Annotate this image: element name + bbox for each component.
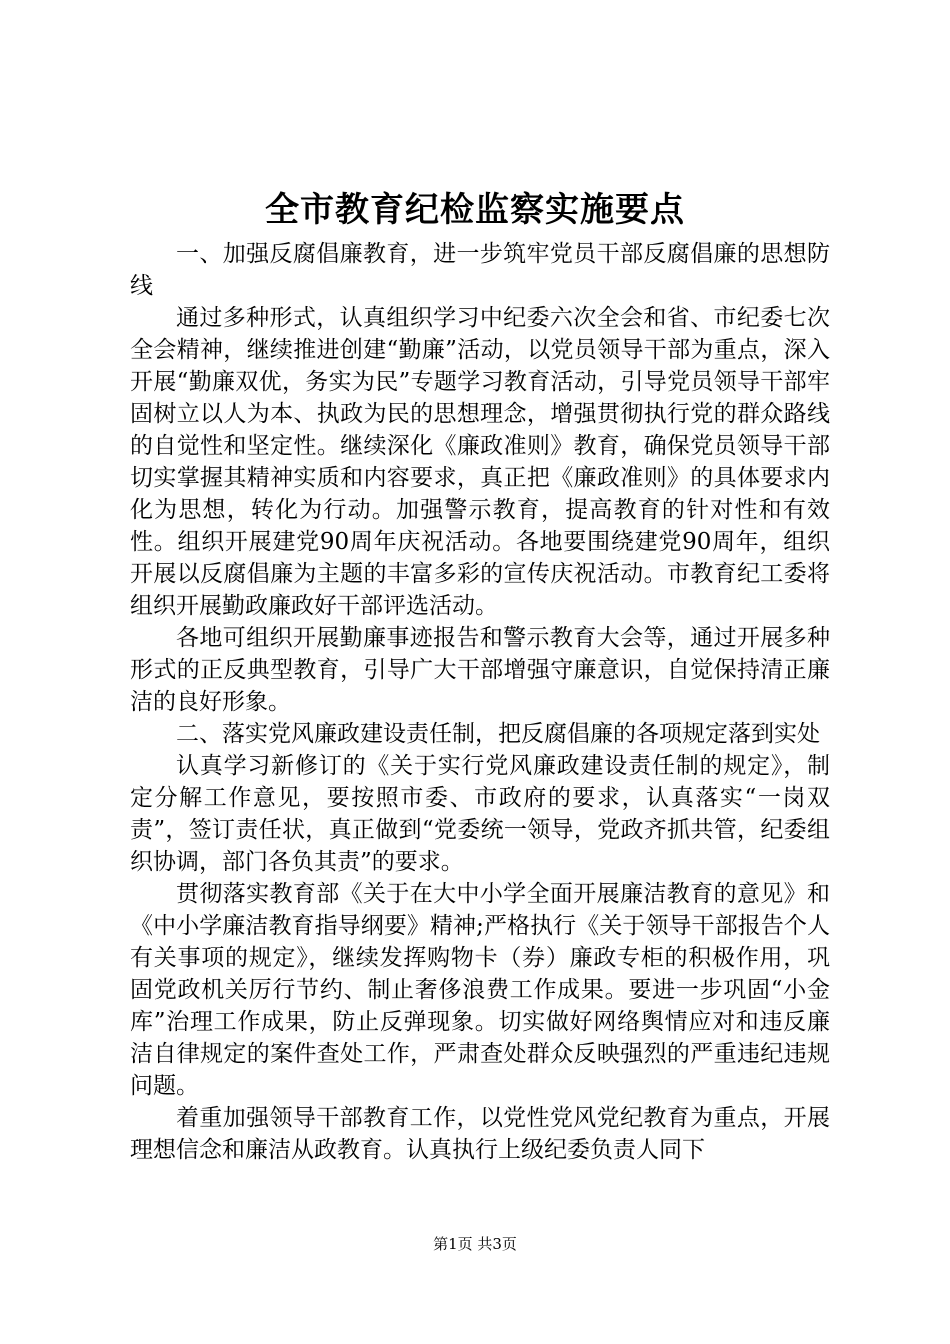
paragraph: 二、落实党风廉政建设责任制，把反腐倡廉的各项规定落到实处 xyxy=(176,721,820,747)
paragraph: 认真学习新修订的《关于实行党风廉政建设责任制的规定》，制定分解工作意见，要按照市委、市政府的要求，认真落实“一岗双责”，签订责任状，真正做到“党委统一领导，党政齐抓共管，纪委组织协调，部门各负其责”的要求。 xyxy=(130,753,830,875)
paragraph: 一、加强反腐倡廉教育，进一步筑牢党员干部反腐倡廉的思想防线 xyxy=(130,241,830,299)
document-title: 全市教育纪检监察实施要点 xyxy=(265,190,685,230)
paragraph: 着重加强领导干部教育工作，以党性党风党纪教育为重点，开展理想信念和廉洁从政教育。认真执行上级纪委负责人同下 xyxy=(130,1105,830,1163)
page-footer: 第1页 共3页 xyxy=(433,1235,517,1253)
document-body xyxy=(130,238,830,1166)
paragraph: 通过多种形式，认真组织学习中纪委六次全会和省、市纪委七次全会精神，继续推进创建“勤廉”活动，以党员领导干部为重点，深入开展“勤廉双优，务实为民”专题学习教育活动，引导党员领导干部牢固树立以人为本、执政为民的思想理念，增强贯彻执行党的群众路线的自觉性和坚定性。继续深化《廉政准则》教育，确保党员领导干部切实掌握其精神实质和内容要求，真正把《廉政准则》的具体要求内化为思想，转化为行动。加强警示教育，提高教育的针对性和有效性。组织开展建党90周年庆祝活动。各地要围绕建党90周年，组织开展以反腐倡廉为主题的丰富多彩的宣传庆祝活动。市教育纪工委将组织开展勤政廉政好干部评选活动。 xyxy=(130,305,830,619)
paragraph: 各地可组织开展勤廉事迹报告和警示教育大会等，通过开展多种形式的正反典型教育，引导广大干部增强守廉意识，自觉保持清正廉洁的良好形象。 xyxy=(130,625,830,715)
paragraph: 贯彻落实教育部《关于在大中小学全面开展廉洁教育的意见》和《中小学廉洁教育指导纲要》精神;严格执行《关于领导干部报告个人有关事项的规定》，继续发挥购物卡（券）廉政专柜的积极作用，巩固党政机关厉行节约、制止奢侈浪费工作成果。要进一步巩固“小金库”治理工作成果，防止反弹现象。切实做好网络舆情应对和违反廉洁自律规定的案件查处工作，严肃查处群众反映强烈的严重违纪违规问题。 xyxy=(130,881,830,1099)
